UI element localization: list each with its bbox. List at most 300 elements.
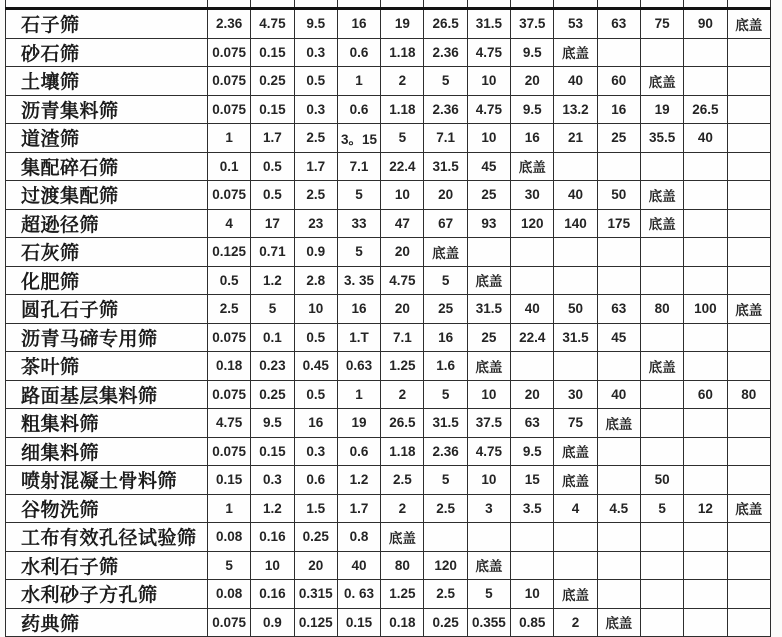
sieve-size-cell: 0.075 (208, 38, 251, 67)
sieve-size-cell: 1.2 (337, 466, 380, 495)
sieve-size-cell: 5 (424, 380, 467, 409)
sieve-size-cell: 2.5 (208, 295, 251, 324)
sieve-size-cell: 9.5 (251, 409, 294, 438)
empty-cell (727, 523, 770, 552)
empty-cell (640, 409, 683, 438)
sieve-size-cell: 0.3 (294, 95, 337, 124)
empty-cell (684, 466, 727, 495)
sieve-size-cell: 10 (511, 580, 554, 609)
sieve-size-cell: 20 (381, 238, 424, 267)
sieve-size-cell: 2.5 (294, 181, 337, 210)
sieve-size-cell: 40 (511, 295, 554, 324)
bottom-cover-cell: 底盖 (597, 409, 640, 438)
sieve-size-cell: 0.075 (208, 67, 251, 96)
sieve-size-cell: 63 (597, 9, 640, 39)
sieve-size-cell: 40 (337, 551, 380, 580)
sieve-size-cell: 0.5 (251, 181, 294, 210)
sieve-name: 集配碎石筛 (6, 152, 208, 181)
sieve-size-cell: 0.25 (251, 67, 294, 96)
sieve-size-cell: 16 (511, 124, 554, 153)
empty-cell (684, 580, 727, 609)
empty-cell (640, 380, 683, 409)
empty-cell (511, 238, 554, 267)
empty-cell (684, 523, 727, 552)
sieve-size-cell: 19 (337, 409, 380, 438)
sieve-size-cell: 120 (424, 551, 467, 580)
sieve-size-cell: 50 (554, 295, 597, 324)
sieve-size-cell: 0.1 (251, 323, 294, 352)
empty-cell (597, 238, 640, 267)
cutoff-cell (511, 0, 554, 9)
sieve-size-cell: 63 (511, 409, 554, 438)
sieve-size-cell: 5 (424, 67, 467, 96)
sieve-size-cell: 16 (597, 95, 640, 124)
bottom-cover-cell: 底盖 (727, 494, 770, 523)
empty-cell (727, 352, 770, 381)
empty-cell (727, 181, 770, 210)
sieve-size-cell: 22.4 (511, 323, 554, 352)
sieve-size-cell: 1.6 (424, 352, 467, 381)
cutoff-cell (294, 0, 337, 9)
table-row (6, 67, 771, 96)
sieve-size-cell: 16 (337, 9, 380, 39)
bottom-cover-cell: 底盖 (727, 9, 770, 39)
empty-cell (597, 38, 640, 67)
sieve-size-cell: 7.1 (424, 124, 467, 153)
sieve-size-cell: 2 (381, 380, 424, 409)
sieve-size-cell: 10 (467, 67, 510, 96)
sieve-size-cell: 12 (684, 494, 727, 523)
table-row (6, 409, 771, 438)
empty-cell (597, 523, 640, 552)
empty-cell (727, 323, 770, 352)
empty-cell (684, 181, 727, 210)
bottom-cover-cell: 底盖 (640, 352, 683, 381)
sieve-size-cell: 0.16 (251, 580, 294, 609)
sieve-size-cell: 2.36 (424, 437, 467, 466)
sieve-size-cell: 0.08 (208, 523, 251, 552)
sieve-size-cell: 0.1 (208, 152, 251, 181)
table-row (6, 181, 771, 210)
sieve-name: 水利石子筛 (6, 551, 208, 580)
sieve-size-cell: 0.18 (208, 352, 251, 381)
sieve-size-cell: 45 (467, 152, 510, 181)
sieve-size-cell: 0.075 (208, 380, 251, 409)
bottom-cover-cell: 底盖 (554, 437, 597, 466)
sieve-size-cell: 0.075 (208, 323, 251, 352)
empty-cell (597, 437, 640, 466)
empty-cell (684, 67, 727, 96)
empty-cell (554, 238, 597, 267)
sieve-size-cell: 31.5 (424, 152, 467, 181)
sieve-size-cell: 21 (554, 124, 597, 153)
sieve-size-cell: 75 (554, 409, 597, 438)
sieve-size-cell: 5 (424, 266, 467, 295)
empty-cell (467, 238, 510, 267)
sieve-name: 谷物洗筛 (6, 494, 208, 523)
bottom-cover-cell: 底盖 (381, 523, 424, 552)
cutoff-cell (6, 0, 208, 9)
sieve-size-cell: 5 (251, 295, 294, 324)
empty-cell (554, 523, 597, 552)
sieve-size-cell: 25 (467, 323, 510, 352)
empty-cell (597, 580, 640, 609)
cutoff-cell (251, 0, 294, 9)
sieve-size-cell: 0.355 (467, 608, 510, 637)
empty-cell (554, 152, 597, 181)
sieve-size-cell: 4.75 (381, 266, 424, 295)
empty-cell (597, 152, 640, 181)
sieve-size-cell: 0.6 (294, 466, 337, 495)
empty-cell (511, 266, 554, 295)
sieve-size-cell: 26.5 (424, 9, 467, 39)
sieve-size-cell: 2.36 (208, 9, 251, 39)
sieve-size-cell: 2.36 (424, 95, 467, 124)
sieve-size-cell: 4.5 (597, 494, 640, 523)
sieve-size-cell: 30 (511, 181, 554, 210)
table-row (6, 352, 771, 381)
sieve-size-cell: 1.5 (294, 494, 337, 523)
sieve-size-cell: 40 (597, 380, 640, 409)
sieve-size-cell: 67 (424, 209, 467, 238)
sieve-name: 石灰筛 (6, 238, 208, 267)
empty-cell (640, 523, 683, 552)
sieve-size-cell: 5 (640, 494, 683, 523)
sieve-size-cell: 0.125 (208, 238, 251, 267)
sieve-size-cell: 0.8 (337, 523, 380, 552)
sieve-name: 药典筛 (6, 608, 208, 637)
sieve-size-cell: 0. 63 (337, 580, 380, 609)
sieve-size-cell: 0.15 (251, 38, 294, 67)
bottom-cover-cell: 底盖 (554, 580, 597, 609)
empty-cell (727, 409, 770, 438)
sieve-name: 土壤筛 (6, 67, 208, 96)
sieve-name: 过渡集配筛 (6, 181, 208, 210)
sieve-size-cell: 4.75 (467, 95, 510, 124)
sieve-size-cell: 31.5 (467, 9, 510, 39)
sieve-size-cell: 0.5 (294, 323, 337, 352)
sieve-size-cell: 26.5 (381, 409, 424, 438)
sieve-size-cell: 2.5 (294, 124, 337, 153)
sieve-size-cell: 1 (337, 67, 380, 96)
empty-cell (640, 266, 683, 295)
sieve-name: 沥青集料筛 (6, 95, 208, 124)
sieve-size-cell: 1.T (337, 323, 380, 352)
sieve-size-cell: 0.075 (208, 181, 251, 210)
sieve-name: 超逊径筛 (6, 209, 208, 238)
sieve-size-cell: 16 (337, 295, 380, 324)
empty-cell (597, 466, 640, 495)
sieve-size-cell: 80 (381, 551, 424, 580)
sieve-size-cell: 0.25 (424, 608, 467, 637)
sieve-size-cell: 33 (337, 209, 380, 238)
sieve-size-cell: 1.25 (381, 352, 424, 381)
empty-cell (640, 580, 683, 609)
sieve-name: 沥青马碲专用筛 (6, 323, 208, 352)
sieve-name: 茶叶筛 (6, 352, 208, 381)
sieve-size-cell: 0.71 (251, 238, 294, 267)
sieve-size-cell: 0.15 (337, 608, 380, 637)
sieve-size-cell: 0.5 (294, 67, 337, 96)
table-row (6, 580, 771, 609)
sieve-name: 细集料筛 (6, 437, 208, 466)
empty-cell (684, 608, 727, 637)
sieve-size-cell: 3. 35 (337, 266, 380, 295)
empty-cell (597, 551, 640, 580)
sieve-size-cell: 5 (424, 466, 467, 495)
bottom-cover-cell: 底盖 (640, 67, 683, 96)
sieve-name: 圆孔石子筛 (6, 295, 208, 324)
empty-cell (727, 608, 770, 637)
sieve-size-cell: 2.5 (424, 494, 467, 523)
sieve-size-cell: 45 (597, 323, 640, 352)
sieve-size-cell: 100 (684, 295, 727, 324)
sieve-size-cell: 4.75 (251, 9, 294, 39)
table-row (6, 9, 771, 39)
sieve-size-cell: 60 (597, 67, 640, 96)
cutoff-cell (467, 0, 510, 9)
empty-cell (727, 67, 770, 96)
sieve-size-cell: 4 (208, 209, 251, 238)
empty-cell (727, 466, 770, 495)
empty-cell (727, 551, 770, 580)
sieve-size-cell: 0.075 (208, 437, 251, 466)
sieve-size-cell: 40 (684, 124, 727, 153)
table-row (6, 551, 771, 580)
empty-cell (727, 437, 770, 466)
empty-cell (640, 152, 683, 181)
empty-cell (684, 38, 727, 67)
table-row (6, 209, 771, 238)
sieve-size-cell: 0.15 (251, 437, 294, 466)
table-row (6, 295, 771, 324)
sieve-size-cell: 0.63 (337, 352, 380, 381)
cutoff-cell (554, 0, 597, 9)
sieve-size-cell: 93 (467, 209, 510, 238)
sieve-size-cell: 4.75 (467, 437, 510, 466)
sieve-size-cell: 0.45 (294, 352, 337, 381)
empty-cell (727, 95, 770, 124)
sieve-size-cell: 0.15 (251, 95, 294, 124)
empty-cell (727, 38, 770, 67)
empty-cell (727, 238, 770, 267)
empty-cell (684, 238, 727, 267)
table-row (6, 152, 771, 181)
bottom-cover-cell: 底盖 (554, 38, 597, 67)
sieve-size-cell: 75 (640, 9, 683, 39)
table-row (6, 466, 771, 495)
sieve-size-cell: 23 (294, 209, 337, 238)
sieve-size-cell: 0.315 (294, 580, 337, 609)
sieve-size-cell: 1 (337, 380, 380, 409)
sieve-name: 路面基层集料筛 (6, 380, 208, 409)
sieve-size-cell: 20 (381, 295, 424, 324)
sieve-size-cell: 37.5 (511, 9, 554, 39)
sieve-size-cell: 50 (640, 466, 683, 495)
sieve-size-cell: 26.5 (684, 95, 727, 124)
sieve-name: 道渣筛 (6, 124, 208, 153)
table-body (6, 0, 771, 637)
sieve-size-cell: 2 (381, 494, 424, 523)
sieve-size-cell: 0.25 (294, 523, 337, 552)
sieve-size-cell: 5 (381, 124, 424, 153)
sieve-size-cell: 0.075 (208, 95, 251, 124)
sieve-size-cell: 0.5 (208, 266, 251, 295)
sieve-size-cell: 4.75 (208, 409, 251, 438)
sieve-size-cell: 10 (467, 124, 510, 153)
sieve-size-cell: 25 (597, 124, 640, 153)
sieve-size-cell: 7.1 (381, 323, 424, 352)
sieve-size-cell: 0.3 (294, 38, 337, 67)
sieve-size-cell: 0.6 (337, 95, 380, 124)
sieve-size-cell: 0.25 (251, 380, 294, 409)
empty-cell (511, 523, 554, 552)
sieve-size-cell: 9.5 (511, 437, 554, 466)
empty-cell (640, 437, 683, 466)
sieve-size-cell: 0.3 (294, 437, 337, 466)
empty-cell (597, 266, 640, 295)
sieve-size-cell: 2.36 (424, 38, 467, 67)
empty-cell (554, 266, 597, 295)
sieve-size-cell: 63 (597, 295, 640, 324)
empty-cell (727, 209, 770, 238)
sieve-size-cell: 80 (640, 295, 683, 324)
table-row (6, 608, 771, 637)
sieve-specification-table (5, 0, 771, 637)
empty-cell (511, 551, 554, 580)
table-row (6, 523, 771, 552)
sieve-size-cell: 0.16 (251, 523, 294, 552)
sieve-size-cell: 40 (554, 181, 597, 210)
sieve-size-cell: 0.3 (251, 466, 294, 495)
sieve-size-cell: 5 (337, 238, 380, 267)
sieve-size-cell: 3 (467, 494, 510, 523)
sieve-size-cell: 2.8 (294, 266, 337, 295)
sieve-size-cell: 25 (424, 295, 467, 324)
empty-cell (640, 238, 683, 267)
sieve-size-cell: 10 (294, 295, 337, 324)
table-row (6, 95, 771, 124)
sieve-size-cell: 19 (640, 95, 683, 124)
empty-cell (727, 152, 770, 181)
sieve-size-cell: 20 (511, 380, 554, 409)
cutoff-cell (597, 0, 640, 9)
empty-cell (640, 551, 683, 580)
sieve-name: 喷射混凝土骨料筛 (6, 466, 208, 495)
cutoff-cell (727, 0, 770, 9)
sieve-size-cell: 1.18 (381, 95, 424, 124)
empty-cell (597, 352, 640, 381)
sieve-size-cell: 50 (597, 181, 640, 210)
sieve-size-cell: 0.18 (381, 608, 424, 637)
cutoff-cell (684, 0, 727, 9)
bottom-cover-cell: 底盖 (467, 352, 510, 381)
sieve-size-cell: 20 (294, 551, 337, 580)
sieve-size-cell: 16 (424, 323, 467, 352)
sieve-size-cell: 7.1 (337, 152, 380, 181)
sieve-size-cell: 0.08 (208, 580, 251, 609)
sieve-size-cell: 4.75 (467, 38, 510, 67)
empty-cell (727, 266, 770, 295)
sieve-size-cell: 1.7 (294, 152, 337, 181)
sieve-size-cell: 13.2 (554, 95, 597, 124)
empty-cell (511, 352, 554, 381)
bottom-cover-cell: 底盖 (424, 238, 467, 267)
sieve-size-cell: 40 (554, 67, 597, 96)
empty-cell (554, 352, 597, 381)
sieve-size-cell: 16 (294, 409, 337, 438)
bottom-cover-cell: 底盖 (511, 152, 554, 181)
empty-cell (640, 323, 683, 352)
sieve-size-cell: 0.9 (294, 238, 337, 267)
sieve-name: 粗集料筛 (6, 409, 208, 438)
sieve-size-cell: 19 (381, 9, 424, 39)
sieve-size-cell: 31.5 (424, 409, 467, 438)
empty-cell (684, 352, 727, 381)
sieve-size-cell: 10 (251, 551, 294, 580)
empty-cell (467, 523, 510, 552)
sieve-size-cell: 175 (597, 209, 640, 238)
sieve-size-cell: 1.25 (381, 580, 424, 609)
empty-cell (554, 551, 597, 580)
sieve-size-cell: 1.7 (251, 124, 294, 153)
sieve-size-cell: 1 (208, 494, 251, 523)
empty-cell (684, 152, 727, 181)
sieve-size-cell: 30 (554, 380, 597, 409)
sieve-size-cell: 47 (381, 209, 424, 238)
sieve-size-cell: 0.125 (294, 608, 337, 637)
table-row (6, 494, 771, 523)
sieve-size-cell: 31.5 (554, 323, 597, 352)
table-row (6, 238, 771, 267)
sieve-size-cell: 20 (511, 67, 554, 96)
empty-cell (727, 124, 770, 153)
bottom-cover-cell: 底盖 (597, 608, 640, 637)
cutoff-cell (381, 0, 424, 9)
sieve-name: 石子筛 (6, 9, 208, 39)
sieve-name: 水利砂子方孔筛 (6, 580, 208, 609)
sieve-size-cell: 2.5 (424, 580, 467, 609)
empty-cell (640, 608, 683, 637)
sieve-size-cell: 140 (554, 209, 597, 238)
sieve-size-cell: 0.23 (251, 352, 294, 381)
sieve-size-cell: 35.5 (640, 124, 683, 153)
sieve-size-cell: 5 (208, 551, 251, 580)
sieve-size-cell: 1.18 (381, 437, 424, 466)
empty-cell (684, 209, 727, 238)
sieve-size-cell: 0.9 (251, 608, 294, 637)
empty-cell (424, 523, 467, 552)
cutoff-cell (208, 0, 251, 9)
cutoff-row-top (6, 0, 771, 9)
empty-cell (684, 323, 727, 352)
empty-cell (684, 437, 727, 466)
sieve-name: 砂石筛 (6, 38, 208, 67)
sieve-size-cell: 0.15 (208, 466, 251, 495)
bottom-cover-cell: 底盖 (727, 295, 770, 324)
sieve-size-cell: 5 (467, 580, 510, 609)
sieve-size-cell: 0.075 (208, 608, 251, 637)
bottom-cover-cell: 底盖 (467, 266, 510, 295)
sieve-size-cell: 10 (467, 380, 510, 409)
sieve-size-cell: 4 (554, 494, 597, 523)
sieve-size-cell: 2 (554, 608, 597, 637)
empty-cell (684, 409, 727, 438)
sieve-specification-table-wrap (5, 0, 771, 637)
sieve-size-cell: 0.6 (337, 38, 380, 67)
table-row (6, 323, 771, 352)
table-row (6, 437, 771, 466)
